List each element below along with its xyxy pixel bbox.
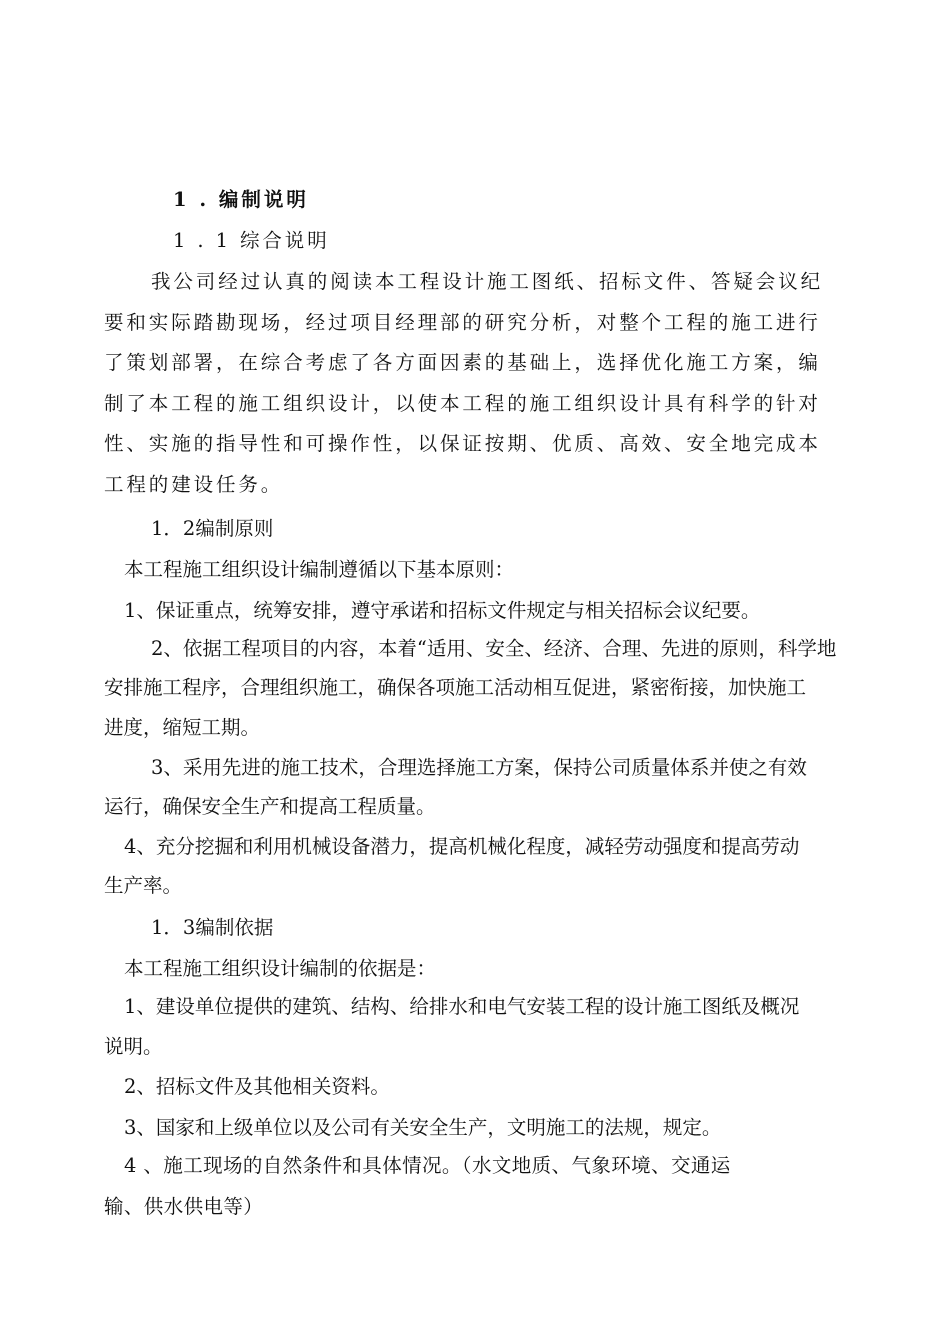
para-1-3-item-4-line-2: 输、供水供电等） xyxy=(104,1195,264,1218)
para-1-2-item-3-line-2: 运行，确保安全生产和提高工程质量。 xyxy=(104,795,436,818)
para-1-2-item-1: 1、保证重点，统筹安排，遵守承诺和招标文件规定与相关招标会议纪要。 xyxy=(124,599,761,622)
para-1-2-item-4-line-2: 生产率。 xyxy=(104,874,183,897)
heading-1-1: 1 . 1 综合说明 xyxy=(173,229,330,252)
heading-1-2: 1．2编制原则 xyxy=(151,517,274,540)
heading-1-3: 1．3编制依据 xyxy=(151,916,274,939)
para-1-3-item-1-line-2: 说明。 xyxy=(104,1035,163,1058)
para-1-3-intro: 本工程施工组织设计编制的依据是： xyxy=(124,957,437,980)
para-1-3-item-2: 2、招标文件及其他相关资料。 xyxy=(124,1075,390,1098)
para-1-3-item-1-line-1: 1、建设单位提供的建筑、结构、给排水和电气安装工程的设计施工图纸及概况 xyxy=(124,995,800,1018)
para-1-2-item-2-line-2: 安排施工程序，合理组织施工，确保各项施工活动相互促进，紧密衔接，加快施工 xyxy=(104,676,807,699)
para-1-1-line-5: 性、实施的指导性和可操作性，以保证按期、优质、高效、安全地完成本 xyxy=(104,432,821,455)
para-1-1-line-1: 我公司经过认真的阅读本工程设计施工图纸、招标文件、答疑会议纪 xyxy=(151,270,824,293)
para-1-1-line-4: 制了本工程的施工组织设计，以使本工程的施工组织设计具有科学的针对 xyxy=(104,392,821,415)
para-1-3-item-3: 3、国家和上级单位以及公司有关安全生产，文明施工的法规，规定。 xyxy=(124,1116,722,1139)
para-1-2-item-2-line-3: 进度，缩短工期。 xyxy=(104,716,261,739)
para-1-3-item-4-line-1: 4 、施工现场的自然条件和具体情况。（水文地质、气象环境、交通运 xyxy=(124,1154,731,1177)
para-1-1-line-3: 了策划部署，在综合考虑了各方面因素的基础上，选择优化施工方案，编 xyxy=(104,351,821,374)
heading-1: 1 . 编制说明 xyxy=(173,188,309,211)
para-1-1-line-2: 要和实际踏勘现场，经过项目经理部的研究分析，对整个工程的施工进行 xyxy=(104,311,821,334)
para-1-1-line-6: 工程的建设任务。 xyxy=(104,473,284,496)
para-1-2-item-4-line-1: 4、充分挖掘和利用机械设备潜力，提高机械化程度，减轻劳动强度和提高劳动 xyxy=(124,835,800,858)
para-1-2-item-2-line-1: 2、依据工程项目的内容，本着“适用、安全、经济、合理、先进的原则，科学地 xyxy=(151,637,837,660)
para-1-2-intro: 本工程施工组织设计编制遵循以下基本原则： xyxy=(124,558,515,581)
para-1-2-item-3-line-1: 3、采用先进的施工技术，合理选择施工方案，保持公司质量体系并使之有效 xyxy=(151,756,807,779)
